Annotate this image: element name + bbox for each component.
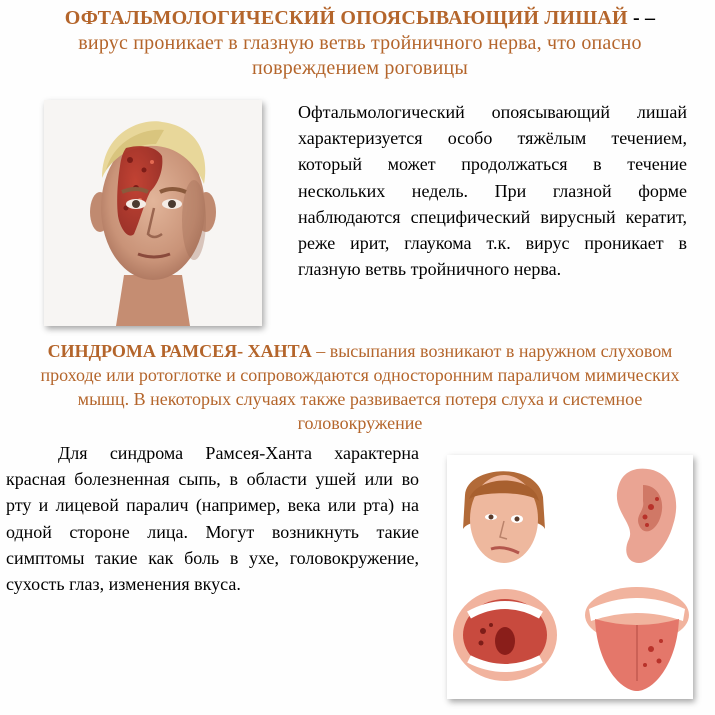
face-rash-photo: [44, 100, 262, 326]
palate-rash-illustration: [453, 589, 557, 681]
section1-paragraph: Офтальмологический опоясывающий лишай характеризуется особо тяжёлым течением, который может продолжаться в течение нескольких недель. При глазной форме наблюдаются специфический вирусный кератит, реже ирит, глаукома т.к. вирус проникает в глазную ветвь тройничного нерва.: [298, 102, 687, 280]
section1-heading-rest: вирус проникает в глазную ветвь тройничного нерва, что опасно повреждением роговицы: [78, 32, 642, 79]
section1-heading: [20, 6, 700, 81]
ramsay-hunt-illustrations: [447, 455, 693, 699]
section2-heading-rest: – высыпания возникают в наружном слуховом проходе или ротоглотке и сопровождаются односторонним параличом мимических мышц. В некоторых случаях также развивается потеря слуха и системное головокружение: [40, 341, 680, 433]
section2-heading-title: СИНДРОМА РАМСЕЯ- ХАНТА: [47, 341, 312, 361]
section1-heading-dash: - –: [627, 7, 656, 29]
section2-heading: [18, 339, 702, 435]
ramsay-hunt-illustration-grid: [447, 455, 693, 699]
face-rash-illustration: [44, 100, 262, 326]
section1-heading-title: ОФТАЛЬМОЛОГИЧЕСКИЙ ОПОЯСЫВАЮЩИЙ ЛИШАЙ: [64, 7, 628, 29]
section2-paragraph: Для синдрома Рамсея-Ханта характерна красная болезненная сыпь, в области ушей или во рту и лицевой паралич (например, века или рта) на одной стороне лица. Могут возникнуть такие симптомы такие как боль в ухе, головокружение, сухость глаз, изменения вкуса.: [6, 443, 419, 595]
